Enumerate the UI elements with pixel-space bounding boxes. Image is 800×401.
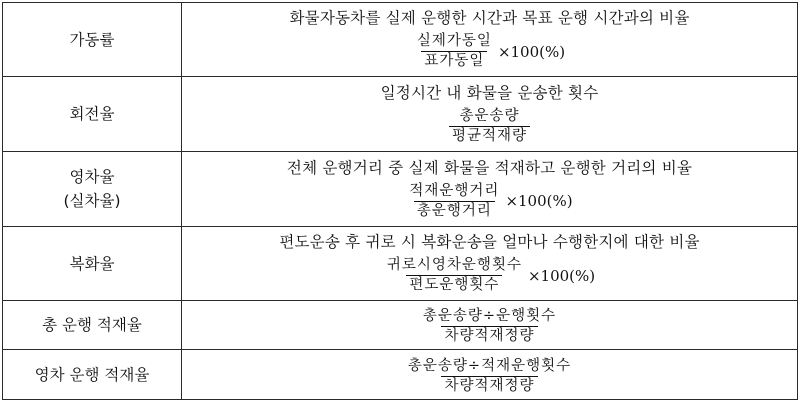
table-row — [3, 227, 798, 301]
denominator: 표가동일 — [421, 51, 487, 70]
row-label-sub: (실차율) — [63, 192, 121, 210]
multiplier: ×100(%) — [527, 266, 596, 285]
formula — [420, 308, 559, 345]
table-row — [3, 301, 798, 350]
formula — [405, 358, 574, 395]
table-row — [3, 152, 798, 227]
table-row — [3, 350, 798, 400]
definition-cell — [182, 152, 798, 227]
logistics-rate-table — [2, 2, 798, 400]
multiplier: ×100(%) — [497, 42, 566, 61]
row-description: 편도운송 후 귀로 시 복화운송을 얼마나 수행한지에 대한 비율 — [279, 233, 700, 251]
multiplier: ×100(%) — [505, 192, 573, 210]
table-row — [3, 3, 798, 77]
formula — [414, 33, 565, 70]
row-label-cell — [3, 77, 182, 152]
row-label: 복화율 — [69, 254, 115, 273]
row-label-cell — [3, 301, 182, 350]
numerator: 적재운행거리 — [409, 182, 500, 199]
fraction — [449, 108, 530, 145]
definition-cell — [182, 227, 798, 301]
row-label-cell — [3, 3, 182, 77]
numerator: 귀로시영차운행횟수 — [386, 257, 522, 273]
row-label: 영차율 — [69, 168, 115, 186]
numerator: 총운송량÷운행횟수 — [422, 308, 557, 324]
row-label-cell — [3, 227, 182, 301]
formula — [449, 108, 530, 145]
row-description: 전체 운행거리 중 실제 화물을 적재하고 운행한 거리의 비율 — [286, 158, 693, 177]
formula — [406, 183, 572, 220]
denominator: 평균적재량 — [449, 126, 530, 145]
denominator: 편도운행횟수 — [406, 275, 502, 294]
formula — [384, 257, 595, 294]
numerator: 실제가동일 — [416, 33, 492, 49]
numerator: 총운송량 — [459, 107, 520, 124]
fraction — [420, 308, 559, 345]
denominator: 차량적재정량 — [441, 376, 537, 395]
fraction — [406, 183, 502, 220]
row-label-cell — [3, 152, 182, 227]
numerator: 총운송량÷적재운행횟수 — [407, 357, 572, 374]
row-label: 총 운행 적재율 — [42, 316, 142, 334]
definition-cell — [182, 350, 798, 400]
fraction — [414, 33, 495, 70]
definition-cell — [182, 301, 798, 350]
table-row — [3, 77, 798, 152]
denominator: 차량적재정량 — [441, 326, 537, 345]
row-description: 일정시간 내 화물을 운송한 횟수 — [380, 83, 599, 102]
fraction — [384, 257, 525, 294]
row-label: 가동률 — [69, 30, 115, 49]
row-label: 회전율 — [69, 105, 115, 123]
fraction — [405, 358, 574, 395]
definition-cell — [182, 3, 798, 77]
row-label-cell — [3, 350, 182, 400]
denominator: 총운행거리 — [414, 201, 495, 220]
row-description: 화물자동차를 실제 운행한 시간과 목표 운행 시간과의 비율 — [289, 9, 690, 27]
definition-cell — [182, 77, 798, 152]
row-label: 영차 운행 적재율 — [34, 365, 150, 384]
